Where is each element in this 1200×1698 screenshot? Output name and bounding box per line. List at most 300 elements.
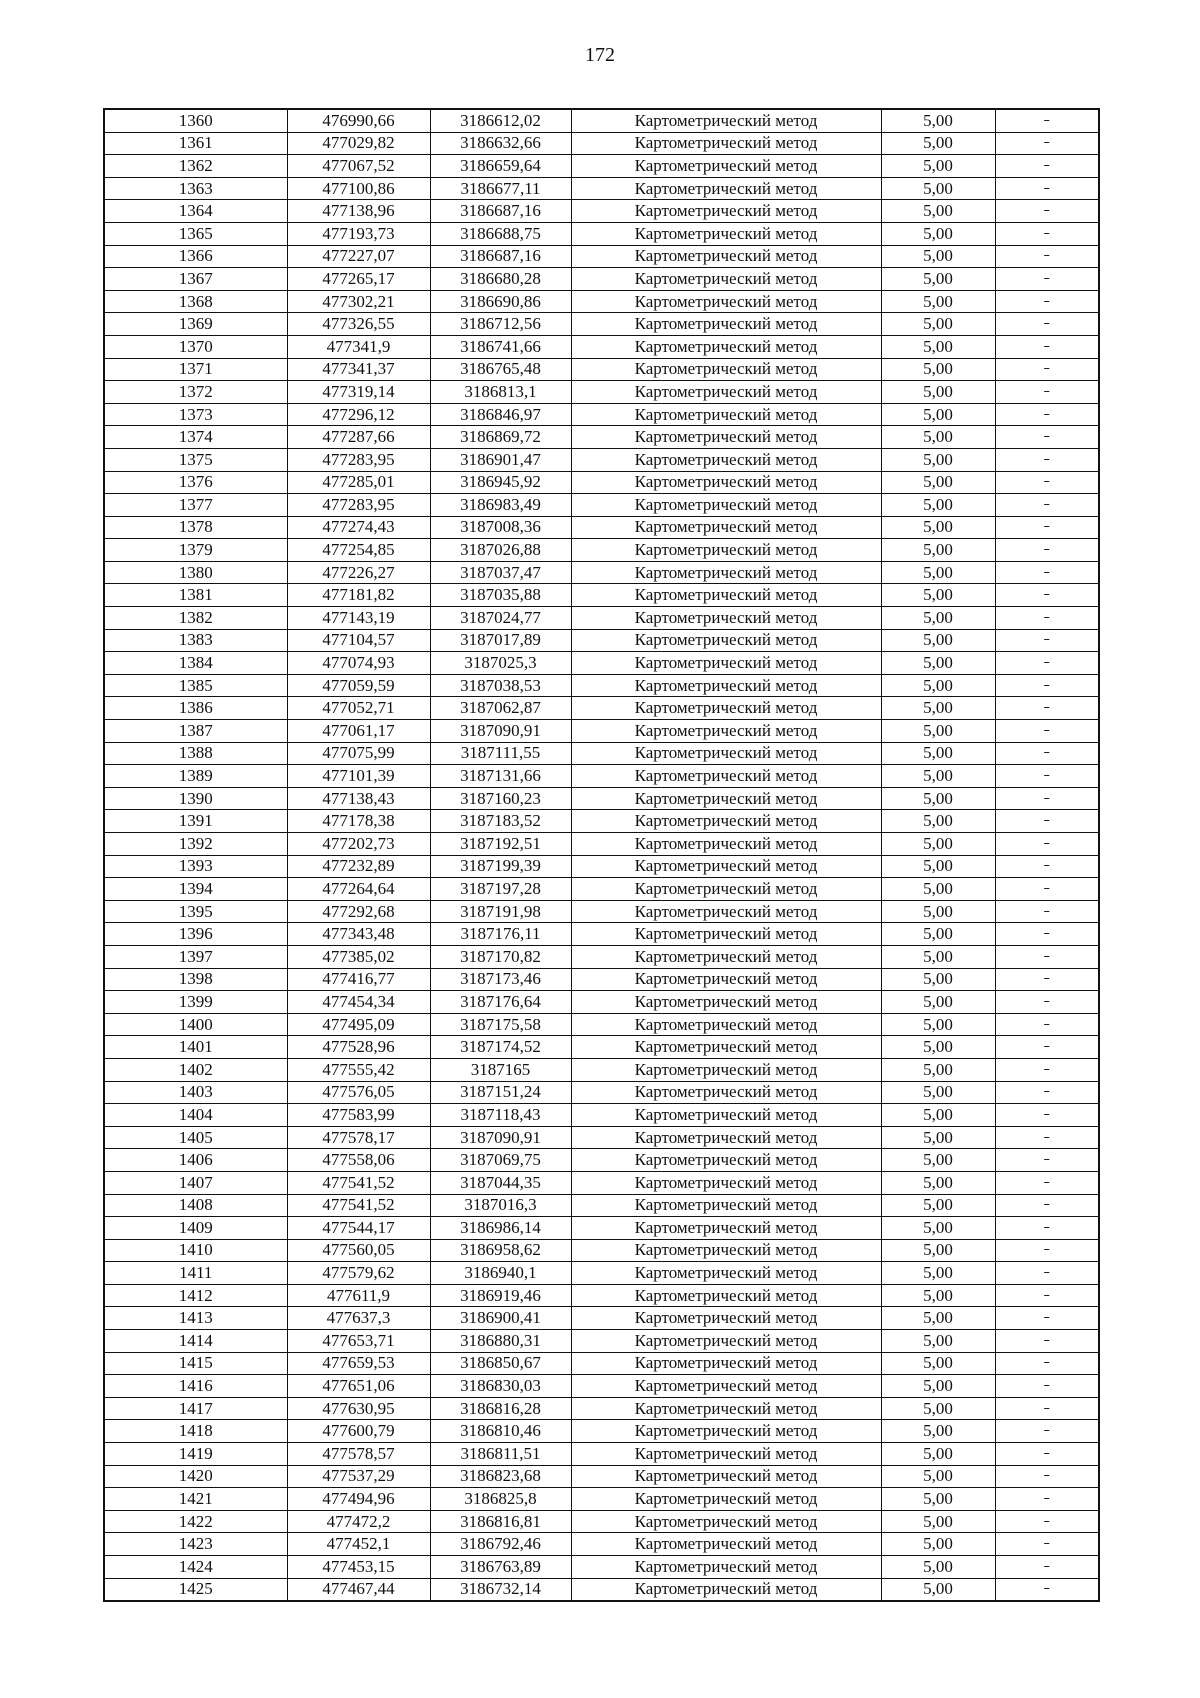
method-cell: Картометрический метод	[571, 1556, 881, 1579]
table-row	[104, 313, 1099, 336]
method-cell: Картометрический метод	[571, 313, 881, 336]
y-coordinate-cell: 3186940,1	[430, 1262, 571, 1285]
accuracy-cell: 5,00	[881, 1239, 995, 1262]
accuracy-cell: 5,00	[881, 1104, 995, 1127]
point-number-cell: 1368	[104, 290, 287, 313]
x-coordinate-cell: 477059,59	[287, 674, 430, 697]
method-cell: Картометрический метод	[571, 222, 881, 245]
point-number-cell: 1365	[104, 222, 287, 245]
y-coordinate-cell: 3186958,62	[430, 1239, 571, 1262]
x-coordinate-cell: 477528,96	[287, 1036, 430, 1059]
x-coordinate-cell: 477319,14	[287, 381, 430, 404]
method-cell: Картометрический метод	[571, 1171, 881, 1194]
y-coordinate-cell: 3187044,35	[430, 1171, 571, 1194]
table-row	[104, 1352, 1099, 1375]
table-row	[104, 1081, 1099, 1104]
table-row	[104, 1375, 1099, 1398]
note-cell: –	[995, 335, 1099, 358]
note-cell: –	[995, 1510, 1099, 1533]
table-row	[104, 1058, 1099, 1081]
x-coordinate-cell: 477193,73	[287, 222, 430, 245]
note-cell: –	[995, 290, 1099, 313]
x-coordinate-cell: 477578,17	[287, 1126, 430, 1149]
accuracy-cell: 5,00	[881, 900, 995, 923]
y-coordinate-cell: 3186687,16	[430, 245, 571, 268]
point-number-cell: 1363	[104, 177, 287, 200]
y-coordinate-cell: 3187008,36	[430, 516, 571, 539]
table-row	[104, 1036, 1099, 1059]
accuracy-cell: 5,00	[881, 426, 995, 449]
method-cell: Картометрический метод	[571, 1239, 881, 1262]
note-cell: –	[995, 1284, 1099, 1307]
y-coordinate-cell: 3187037,47	[430, 561, 571, 584]
note-cell: –	[995, 652, 1099, 675]
note-cell: –	[995, 1578, 1099, 1601]
note-cell: –	[995, 720, 1099, 743]
x-coordinate-cell: 477453,15	[287, 1556, 430, 1579]
table-row	[104, 222, 1099, 245]
point-number-cell: 1375	[104, 448, 287, 471]
accuracy-cell: 5,00	[881, 222, 995, 245]
point-number-cell: 1401	[104, 1036, 287, 1059]
y-coordinate-cell: 3186741,66	[430, 335, 571, 358]
table-row	[104, 1420, 1099, 1443]
point-number-cell: 1404	[104, 1104, 287, 1127]
table-row	[104, 177, 1099, 200]
point-number-cell: 1362	[104, 155, 287, 178]
point-number-cell: 1364	[104, 200, 287, 223]
table-row	[104, 787, 1099, 810]
method-cell: Картометрический метод	[571, 833, 881, 856]
x-coordinate-cell: 477283,95	[287, 448, 430, 471]
note-cell: –	[995, 132, 1099, 155]
point-number-cell: 1390	[104, 787, 287, 810]
table-row	[104, 923, 1099, 946]
y-coordinate-cell: 3187090,91	[430, 1126, 571, 1149]
accuracy-cell: 5,00	[881, 1465, 995, 1488]
x-coordinate-cell: 477579,62	[287, 1262, 430, 1285]
table-row	[104, 652, 1099, 675]
table-row	[104, 1510, 1099, 1533]
point-number-cell: 1385	[104, 674, 287, 697]
y-coordinate-cell: 3187192,51	[430, 833, 571, 856]
accuracy-cell: 5,00	[881, 1171, 995, 1194]
table-row	[104, 426, 1099, 449]
note-cell: –	[995, 787, 1099, 810]
x-coordinate-cell: 477285,01	[287, 471, 430, 494]
point-number-cell: 1388	[104, 742, 287, 765]
x-coordinate-cell: 477101,39	[287, 765, 430, 788]
x-coordinate-cell: 477100,86	[287, 177, 430, 200]
point-number-cell: 1382	[104, 607, 287, 630]
table-row	[104, 584, 1099, 607]
point-number-cell: 1408	[104, 1194, 287, 1217]
x-coordinate-cell: 477576,05	[287, 1081, 430, 1104]
accuracy-cell: 5,00	[881, 381, 995, 404]
accuracy-cell: 5,00	[881, 1578, 995, 1601]
y-coordinate-cell: 3187038,53	[430, 674, 571, 697]
y-coordinate-cell: 3186816,81	[430, 1510, 571, 1533]
accuracy-cell: 5,00	[881, 584, 995, 607]
method-cell: Картометрический метод	[571, 923, 881, 946]
method-cell: Картометрический метод	[571, 1397, 881, 1420]
accuracy-cell: 5,00	[881, 810, 995, 833]
accuracy-cell: 5,00	[881, 200, 995, 223]
point-number-cell: 1413	[104, 1307, 287, 1330]
point-number-cell: 1367	[104, 268, 287, 291]
x-coordinate-cell: 477302,21	[287, 290, 430, 313]
table-row	[104, 607, 1099, 630]
accuracy-cell: 5,00	[881, 494, 995, 517]
accuracy-cell: 5,00	[881, 1510, 995, 1533]
note-cell: –	[995, 629, 1099, 652]
point-number-cell: 1423	[104, 1533, 287, 1556]
x-coordinate-cell: 477472,2	[287, 1510, 430, 1533]
y-coordinate-cell: 3186810,46	[430, 1420, 571, 1443]
x-coordinate-cell: 477104,57	[287, 629, 430, 652]
accuracy-cell: 5,00	[881, 290, 995, 313]
y-coordinate-cell: 3187197,28	[430, 878, 571, 901]
x-coordinate-cell: 477274,43	[287, 516, 430, 539]
y-coordinate-cell: 3187069,75	[430, 1149, 571, 1172]
note-cell: –	[995, 1058, 1099, 1081]
table-row	[104, 471, 1099, 494]
note-cell: –	[995, 833, 1099, 856]
accuracy-cell: 5,00	[881, 1330, 995, 1353]
accuracy-cell: 5,00	[881, 1397, 995, 1420]
note-cell: –	[995, 426, 1099, 449]
accuracy-cell: 5,00	[881, 833, 995, 856]
x-coordinate-cell: 477143,19	[287, 607, 430, 630]
method-cell: Картометрический метод	[571, 290, 881, 313]
accuracy-cell: 5,00	[881, 471, 995, 494]
note-cell: –	[995, 1171, 1099, 1194]
y-coordinate-cell: 3187025,3	[430, 652, 571, 675]
x-coordinate-cell: 477653,71	[287, 1330, 430, 1353]
method-cell: Картометрический метод	[571, 539, 881, 562]
point-number-cell: 1421	[104, 1488, 287, 1511]
x-coordinate-cell: 477287,66	[287, 426, 430, 449]
accuracy-cell: 5,00	[881, 1533, 995, 1556]
point-number-cell: 1378	[104, 516, 287, 539]
table-row	[104, 335, 1099, 358]
accuracy-cell: 5,00	[881, 109, 995, 132]
note-cell: –	[995, 381, 1099, 404]
x-coordinate-cell: 477061,17	[287, 720, 430, 743]
note-cell: –	[995, 674, 1099, 697]
x-coordinate-cell: 477452,1	[287, 1533, 430, 1556]
table-row	[104, 132, 1099, 155]
point-number-cell: 1406	[104, 1149, 287, 1172]
point-number-cell: 1412	[104, 1284, 287, 1307]
point-number-cell: 1400	[104, 1013, 287, 1036]
table-row	[104, 155, 1099, 178]
note-cell: –	[995, 313, 1099, 336]
y-coordinate-cell: 3186983,49	[430, 494, 571, 517]
x-coordinate-cell: 477296,12	[287, 403, 430, 426]
note-cell: –	[995, 1397, 1099, 1420]
x-coordinate-cell: 477495,09	[287, 1013, 430, 1036]
note-cell: –	[995, 968, 1099, 991]
table-row	[104, 1217, 1099, 1240]
accuracy-cell: 5,00	[881, 742, 995, 765]
table-row	[104, 1307, 1099, 1330]
x-coordinate-cell: 477075,99	[287, 742, 430, 765]
table-row	[104, 1465, 1099, 1488]
table-row	[104, 1578, 1099, 1601]
point-number-cell: 1376	[104, 471, 287, 494]
note-cell: –	[995, 448, 1099, 471]
point-number-cell: 1366	[104, 245, 287, 268]
note-cell: –	[995, 268, 1099, 291]
table-row	[104, 561, 1099, 584]
x-coordinate-cell: 477467,44	[287, 1578, 430, 1601]
y-coordinate-cell: 3187176,11	[430, 923, 571, 946]
point-number-cell: 1405	[104, 1126, 287, 1149]
point-number-cell: 1416	[104, 1375, 287, 1398]
method-cell: Картометрический метод	[571, 335, 881, 358]
accuracy-cell: 5,00	[881, 652, 995, 675]
accuracy-cell: 5,00	[881, 1036, 995, 1059]
method-cell: Картометрический метод	[571, 878, 881, 901]
note-cell: –	[995, 1126, 1099, 1149]
point-number-cell: 1418	[104, 1420, 287, 1443]
point-number-cell: 1360	[104, 109, 287, 132]
point-number-cell: 1361	[104, 132, 287, 155]
x-coordinate-cell: 477630,95	[287, 1397, 430, 1420]
method-cell: Картометрический метод	[571, 787, 881, 810]
accuracy-cell: 5,00	[881, 1081, 995, 1104]
method-cell: Картометрический метод	[571, 607, 881, 630]
x-coordinate-cell: 477611,9	[287, 1284, 430, 1307]
accuracy-cell: 5,00	[881, 358, 995, 381]
page-number: 172	[585, 44, 615, 66]
y-coordinate-cell: 3186816,28	[430, 1397, 571, 1420]
point-number-cell: 1373	[104, 403, 287, 426]
y-coordinate-cell: 3187111,55	[430, 742, 571, 765]
x-coordinate-cell: 477454,34	[287, 991, 430, 1014]
accuracy-cell: 5,00	[881, 1058, 995, 1081]
point-number-cell: 1372	[104, 381, 287, 404]
method-cell: Картометрический метод	[571, 1510, 881, 1533]
table-row	[104, 697, 1099, 720]
y-coordinate-cell: 3187183,52	[430, 810, 571, 833]
point-number-cell: 1417	[104, 1397, 287, 1420]
y-coordinate-cell: 3187024,77	[430, 607, 571, 630]
coordinates-table	[103, 108, 1100, 1602]
note-cell: –	[995, 1081, 1099, 1104]
note-cell: –	[995, 900, 1099, 923]
y-coordinate-cell: 3186811,51	[430, 1443, 571, 1466]
note-cell: –	[995, 991, 1099, 1014]
method-cell: Картометрический метод	[571, 1149, 881, 1172]
y-coordinate-cell: 3187090,91	[430, 720, 571, 743]
method-cell: Картометрический метод	[571, 584, 881, 607]
method-cell: Картометрический метод	[571, 1352, 881, 1375]
method-cell: Картометрический метод	[571, 132, 881, 155]
method-cell: Картометрический метод	[571, 1330, 881, 1353]
x-coordinate-cell: 477326,55	[287, 313, 430, 336]
table-row	[104, 200, 1099, 223]
x-coordinate-cell: 477138,96	[287, 200, 430, 223]
table-row	[104, 1149, 1099, 1172]
note-cell: –	[995, 1307, 1099, 1330]
y-coordinate-cell: 3186825,8	[430, 1488, 571, 1511]
x-coordinate-cell: 477416,77	[287, 968, 430, 991]
table-row	[104, 855, 1099, 878]
point-number-cell: 1379	[104, 539, 287, 562]
x-coordinate-cell: 477226,27	[287, 561, 430, 584]
x-coordinate-cell: 477254,85	[287, 539, 430, 562]
table-row	[104, 1194, 1099, 1217]
point-number-cell: 1392	[104, 833, 287, 856]
accuracy-cell: 5,00	[881, 607, 995, 630]
accuracy-cell: 5,00	[881, 1194, 995, 1217]
note-cell: –	[995, 607, 1099, 630]
point-number-cell: 1420	[104, 1465, 287, 1488]
y-coordinate-cell: 3186732,14	[430, 1578, 571, 1601]
y-coordinate-cell: 3186850,67	[430, 1352, 571, 1375]
y-coordinate-cell: 3186792,46	[430, 1533, 571, 1556]
point-number-cell: 1387	[104, 720, 287, 743]
accuracy-cell: 5,00	[881, 1126, 995, 1149]
note-cell: –	[995, 1556, 1099, 1579]
method-cell: Картометрический метод	[571, 1465, 881, 1488]
accuracy-cell: 5,00	[881, 245, 995, 268]
x-coordinate-cell: 477583,99	[287, 1104, 430, 1127]
accuracy-cell: 5,00	[881, 855, 995, 878]
x-coordinate-cell: 477227,07	[287, 245, 430, 268]
note-cell: –	[995, 1375, 1099, 1398]
accuracy-cell: 5,00	[881, 1375, 995, 1398]
point-number-cell: 1397	[104, 945, 287, 968]
table-row	[104, 1239, 1099, 1262]
x-coordinate-cell: 477341,9	[287, 335, 430, 358]
table-row	[104, 968, 1099, 991]
note-cell: –	[995, 403, 1099, 426]
point-number-cell: 1409	[104, 1217, 287, 1240]
x-coordinate-cell: 477537,29	[287, 1465, 430, 1488]
method-cell: Картометрический метод	[571, 1058, 881, 1081]
accuracy-cell: 5,00	[881, 1556, 995, 1579]
y-coordinate-cell: 3187026,88	[430, 539, 571, 562]
y-coordinate-cell: 3186900,41	[430, 1307, 571, 1330]
point-number-cell: 1415	[104, 1352, 287, 1375]
method-cell: Картометрический метод	[571, 1104, 881, 1127]
note-cell: –	[995, 245, 1099, 268]
method-cell: Картометрический метод	[571, 629, 881, 652]
x-coordinate-cell: 477385,02	[287, 945, 430, 968]
method-cell: Картометрический метод	[571, 1488, 881, 1511]
point-number-cell: 1422	[104, 1510, 287, 1533]
y-coordinate-cell: 3186823,68	[430, 1465, 571, 1488]
method-cell: Картометрический метод	[571, 561, 881, 584]
accuracy-cell: 5,00	[881, 155, 995, 178]
y-coordinate-cell: 3186612,02	[430, 109, 571, 132]
table-row	[104, 403, 1099, 426]
y-coordinate-cell: 3187151,24	[430, 1081, 571, 1104]
y-coordinate-cell: 3186919,46	[430, 1284, 571, 1307]
accuracy-cell: 5,00	[881, 787, 995, 810]
x-coordinate-cell: 477341,37	[287, 358, 430, 381]
note-cell: –	[995, 1465, 1099, 1488]
x-coordinate-cell: 477637,3	[287, 1307, 430, 1330]
note-cell: –	[995, 539, 1099, 562]
y-coordinate-cell: 3187016,3	[430, 1194, 571, 1217]
point-number-cell: 1411	[104, 1262, 287, 1285]
point-number-cell: 1398	[104, 968, 287, 991]
point-number-cell: 1371	[104, 358, 287, 381]
point-number-cell: 1403	[104, 1081, 287, 1104]
y-coordinate-cell: 3187131,66	[430, 765, 571, 788]
table-row	[104, 1104, 1099, 1127]
y-coordinate-cell: 3186712,56	[430, 313, 571, 336]
note-cell: –	[995, 765, 1099, 788]
accuracy-cell: 5,00	[881, 335, 995, 358]
accuracy-cell: 5,00	[881, 923, 995, 946]
method-cell: Картометрический метод	[571, 1443, 881, 1466]
point-number-cell: 1396	[104, 923, 287, 946]
table-row	[104, 1533, 1099, 1556]
note-cell: –	[995, 1262, 1099, 1285]
note-cell: –	[995, 1013, 1099, 1036]
method-cell: Картометрический метод	[571, 426, 881, 449]
method-cell: Картометрический метод	[571, 1375, 881, 1398]
table-row	[104, 720, 1099, 743]
x-coordinate-cell: 477265,17	[287, 268, 430, 291]
x-coordinate-cell: 477283,95	[287, 494, 430, 517]
method-cell: Картометрический метод	[571, 900, 881, 923]
accuracy-cell: 5,00	[881, 674, 995, 697]
note-cell: –	[995, 1217, 1099, 1240]
note-cell: –	[995, 945, 1099, 968]
table-row	[104, 629, 1099, 652]
y-coordinate-cell: 3186687,16	[430, 200, 571, 223]
y-coordinate-cell: 3186869,72	[430, 426, 571, 449]
table-row	[104, 358, 1099, 381]
method-cell: Картометрический метод	[571, 1420, 881, 1443]
y-coordinate-cell: 3186986,14	[430, 1217, 571, 1240]
x-coordinate-cell: 477181,82	[287, 584, 430, 607]
table-row	[104, 833, 1099, 856]
table-body	[104, 109, 1099, 1601]
point-number-cell: 1399	[104, 991, 287, 1014]
note-cell: –	[995, 1104, 1099, 1127]
x-coordinate-cell: 477555,42	[287, 1058, 430, 1081]
table-row	[104, 1443, 1099, 1466]
method-cell: Картометрический метод	[571, 810, 881, 833]
note-cell: –	[995, 878, 1099, 901]
method-cell: Картометрический метод	[571, 1217, 881, 1240]
table-row	[104, 765, 1099, 788]
point-number-cell: 1370	[104, 335, 287, 358]
x-coordinate-cell: 477544,17	[287, 1217, 430, 1240]
point-number-cell: 1393	[104, 855, 287, 878]
x-coordinate-cell: 477600,79	[287, 1420, 430, 1443]
table-row	[104, 539, 1099, 562]
accuracy-cell: 5,00	[881, 1217, 995, 1240]
x-coordinate-cell: 477578,57	[287, 1443, 430, 1466]
y-coordinate-cell: 3187174,52	[430, 1036, 571, 1059]
note-cell: –	[995, 855, 1099, 878]
accuracy-cell: 5,00	[881, 878, 995, 901]
method-cell: Картометрический метод	[571, 945, 881, 968]
x-coordinate-cell: 477264,64	[287, 878, 430, 901]
method-cell: Картометрический метод	[571, 1126, 881, 1149]
method-cell: Картометрический метод	[571, 516, 881, 539]
note-cell: –	[995, 200, 1099, 223]
accuracy-cell: 5,00	[881, 991, 995, 1014]
